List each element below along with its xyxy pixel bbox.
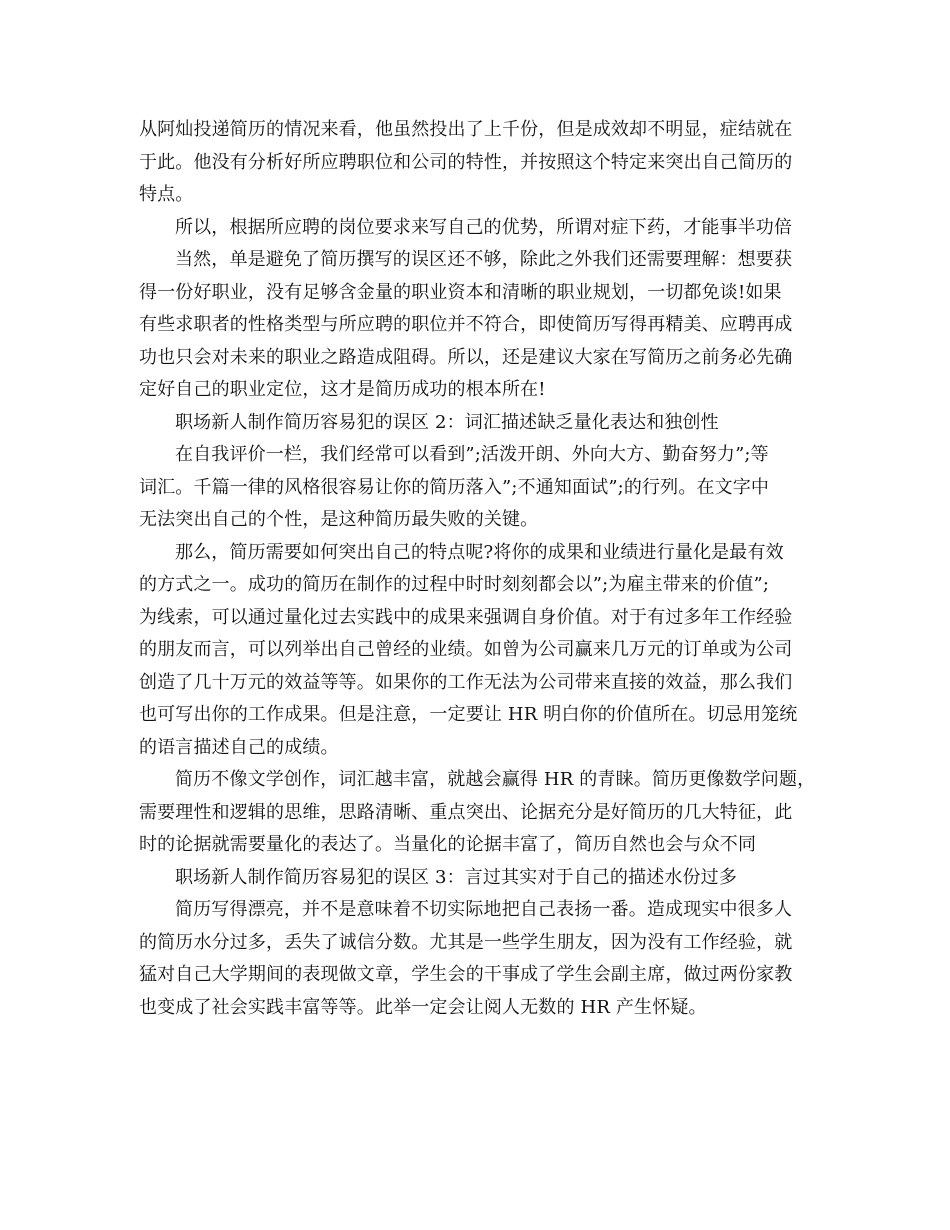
text-line: 于此。他没有分析好所应聘职位和公司的特性，并按照这个特定来突出自己简历的 bbox=[139, 151, 793, 173]
text-line: 简历不像文学创作，词汇越丰富，就越会赢得 HR 的青睐。简历更像数学问题， bbox=[175, 769, 816, 790]
text-line: 也变成了社会实践丰富等等。此举一定会让阅人无数的 HR 产生怀疑。 bbox=[139, 996, 707, 1018]
text-line: 得一份好职业，没有足够含金量的职业资本和清晰的职业规划，一切都免谈!如果 bbox=[139, 281, 782, 303]
paragraph-p7 bbox=[139, 764, 819, 862]
text-line: 的朋友而言，可以列举出自己曾经的业绩。如曾为公司赢来几万元的订单或为公司 bbox=[139, 639, 793, 660]
paragraph-p3 bbox=[139, 244, 819, 407]
paragraph-p1 bbox=[139, 114, 819, 212]
text-line: 功也只会对未来的职业之路造成阻碍。所以，还是建议大家在写简历之前务必先确 bbox=[139, 346, 793, 368]
text-line: 需要理性和逻辑的思维，思路清晰、重点突出、论据充分是好简历的几大特征，此 bbox=[139, 801, 793, 823]
text-line: 的方式之一。成功的简历在制作的过程中时时刻刻都会以”;为雇主带来的价值”; bbox=[139, 574, 770, 595]
text-line: 职场新人制作简历容易犯的误区 3：言过其实对于自己的描述水份过多 bbox=[175, 866, 737, 888]
text-line: 猛对自己大学期间的表现做文章，学生会的干事成了学生会副主席，做过两份家教 bbox=[139, 964, 793, 985]
paragraph-p6 bbox=[139, 537, 819, 765]
document-body bbox=[139, 114, 819, 1024]
section-heading-mistake-2 bbox=[139, 407, 819, 440]
text-line: 的语言描述自己的成绩。 bbox=[139, 736, 339, 758]
section-heading-mistake-3 bbox=[139, 862, 819, 895]
text-line: 定好自己的职业定位，这才是简历成功的根本所在! bbox=[139, 379, 546, 400]
paragraph-p2 bbox=[139, 212, 819, 245]
text-line: 在自我评价一栏，我们经常可以看到”;活泼开朗、外向大方、勤奋努力”;等 bbox=[175, 444, 769, 465]
text-line: 简历写得漂亮，并不是意味着不切实际地把自己表扬一番。造成现实中很多人 bbox=[175, 899, 793, 920]
text-line: 职场新人制作简历容易犯的误区 2：词汇描述缺乏量化表达和独创性 bbox=[175, 411, 719, 433]
text-line: 从阿灿投递简历的情况来看，他虽然投出了上千份，但是成效却不明显，症结就在 bbox=[139, 119, 793, 140]
text-line: 无法突出自己的个性，是这种简历最失败的关键。 bbox=[139, 509, 539, 530]
text-line: 创造了几十万元的效益等等。如果你的工作无法为公司带来直接的效益，那么我们 bbox=[139, 671, 793, 693]
text-line: 的简历水分过多，丢失了诚信分数。尤其是一些学生朋友，因为没有工作经验，就 bbox=[139, 931, 793, 953]
text-line: 有些求职者的性格类型与所应聘的职位并不符合，即使简历写得再精美、应聘再成 bbox=[139, 314, 793, 335]
text-line: 当然，单是避免了简历撰写的误区还不够，除此之外我们还需要理解：想要获 bbox=[175, 249, 793, 270]
text-line: 也可写出你的工作成果。但是注意，一定要让 HR 明白你的价值所在。切忌用笼统 bbox=[139, 704, 798, 725]
text-line: 词汇。千篇一律的风格很容易让你的简历落入”;不通知面试”;的行列。在文字中 bbox=[139, 476, 770, 498]
paragraph-p5 bbox=[139, 439, 819, 537]
text-line: 那么，简历需要如何突出自己的特点呢?将你的成果和业绩进行量化是最有效 bbox=[175, 541, 784, 563]
text-line: 所以，根据所应聘的岗位要求来写自己的优势，所谓对症下药，才能事半功倍 bbox=[175, 216, 793, 238]
paragraph-p9 bbox=[139, 894, 819, 1024]
text-line: 时的论据就需要量化的表达了。当量化的论据丰富了，简历自然也会与众不同 bbox=[139, 834, 757, 855]
text-line: 特点。 bbox=[139, 184, 194, 205]
text-line: 为线索，可以通过量化过去实践中的成果来强调自身价值。对于有过多年工作经验 bbox=[139, 606, 793, 628]
